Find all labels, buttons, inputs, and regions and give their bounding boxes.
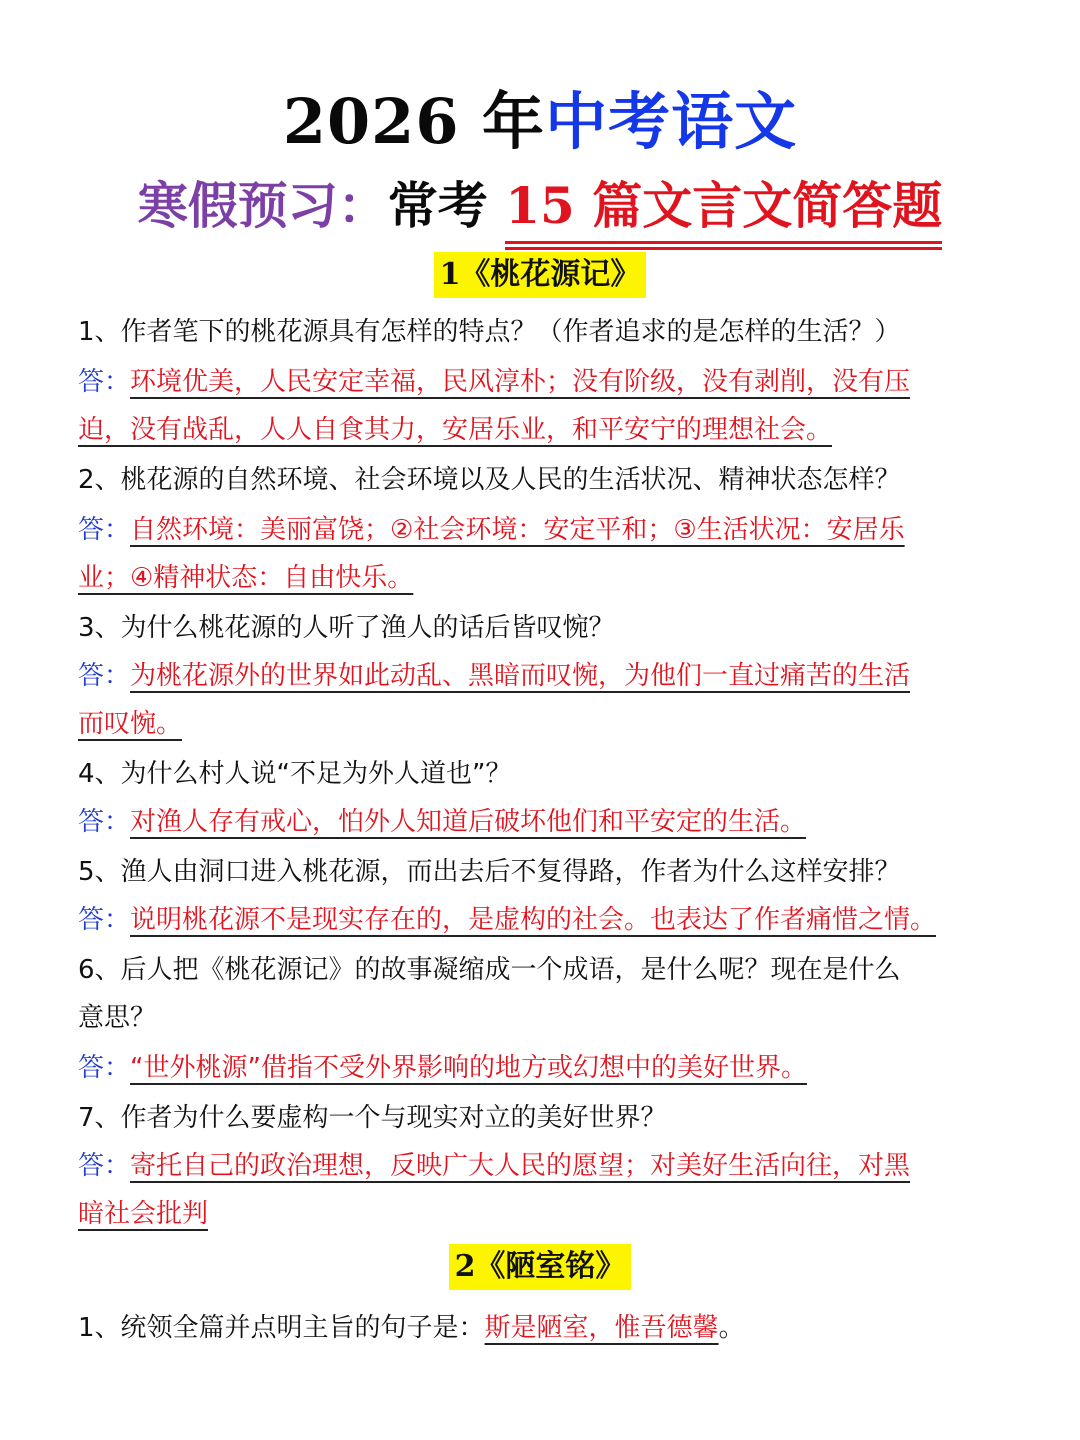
answer-line [78,554,1008,602]
question-line [78,604,1008,652]
subtitle-prefix: 寒假预习： [137,176,388,235]
answer-text: 为桃花源外的世界如此动乱、黑暗而叹惋，为他们一直过痛苦的生活 [130,661,911,691]
answer-line [78,406,1008,454]
answer-text: 自然环境：美丽富饶；②社会环境：安定平和；③生活状况：安居乐 [130,515,905,545]
question-line [78,946,1008,994]
question-text: 5、渔人由洞口进入桃花源，而出去后不复得路，作者为什么这样安排？ [78,857,901,887]
answer-line [78,358,1008,406]
question-line [78,1304,1008,1352]
section-title-1 [0,252,1080,298]
title-year: 2026 年 [282,85,546,158]
question-line [78,750,1008,798]
question-text: 4、为什么村人说“不足为外人道也”？ [78,759,512,789]
answer-line [78,1044,1008,1092]
answer-text: 业；④精神状态：自由快乐。 [78,563,414,593]
answer-text: 迫，没有战乱，人人自食其力，安居乐业，和平安宁的理想社会。 [78,415,833,445]
answer-text: “世外桃源”借指不受外界影响的地方或幻想中的美好世界。 [130,1053,807,1083]
answer-line [78,506,1008,554]
question-line [78,848,1008,896]
answer-label: 答： [78,661,131,691]
answer-line [78,700,1008,748]
answer-text: 而叹惋。 [78,709,183,739]
question-text: 7、作者为什么要虚构一个与现实对立的美好世界？ [78,1103,667,1133]
question-text: 1、统领全篇并点明主旨的句子是： [78,1313,485,1343]
subtitle-highlight: 15 篇文言文简答题 [505,176,942,244]
answer-text: 环境优美，人民安定幸福，民风淳朴；没有阶级，没有剥削，没有压 [130,367,911,397]
subtitle [0,170,1080,242]
subtitle-mid: 常考 [387,176,506,235]
question-line [78,1094,1008,1142]
section-title-label: 2《陋室铭》 [449,1244,632,1290]
answer-line [78,1142,1008,1190]
title-subject: 中考语文 [545,85,798,158]
question-text: 6、后人把《桃花源记》的故事凝缩成一个成语，是什么呢？现在是什么 [78,955,901,985]
question-line [78,994,1008,1042]
answer-text: 说明桃花源不是现实存在的，是虚构的社会。也表达了作者痛惜之情。 [130,905,937,935]
main-title [0,82,1080,162]
answer-text: 暗社会批判 [78,1199,209,1229]
answer-line [78,798,1008,846]
section-title-label: 1《桃花源记》 [434,252,647,298]
answer-label: 答： [78,1151,131,1181]
question-line [78,308,1008,356]
answer-text: 寄托自己的政治理想，反映广大人民的愿望；对美好生活向往，对黑 [130,1151,911,1181]
question-text: 1、作者笔下的桃花源具有怎样的特点？（作者追求的是怎样的生活？） [78,317,901,347]
answer-label: 答： [78,905,131,935]
answer-text: 对渔人存有戒心，怕外人知道后破坏他们和平安定的生活。 [130,807,807,837]
question-text: 意思？ [78,1003,157,1033]
question-line [78,456,1008,504]
answer-label: 答： [78,367,131,397]
answer-line [78,652,1008,700]
answer-label: 答： [78,1053,131,1083]
answer-line [78,1190,1008,1238]
question-text: 2、桃花源的自然环境、社会环境以及人民的生活状况、精神状态怎样？ [78,465,901,495]
answer-line [78,896,1008,944]
answer-label: 答： [78,807,131,837]
inline-answer: 斯是陋室，惟吾德馨 [484,1313,719,1343]
question-suffix: 。 [718,1313,745,1343]
section-title-2 [0,1244,1080,1290]
question-text: 3、为什么桃花源的人听了渔人的话后皆叹惋？ [78,613,615,643]
answer-label: 答： [78,515,131,545]
